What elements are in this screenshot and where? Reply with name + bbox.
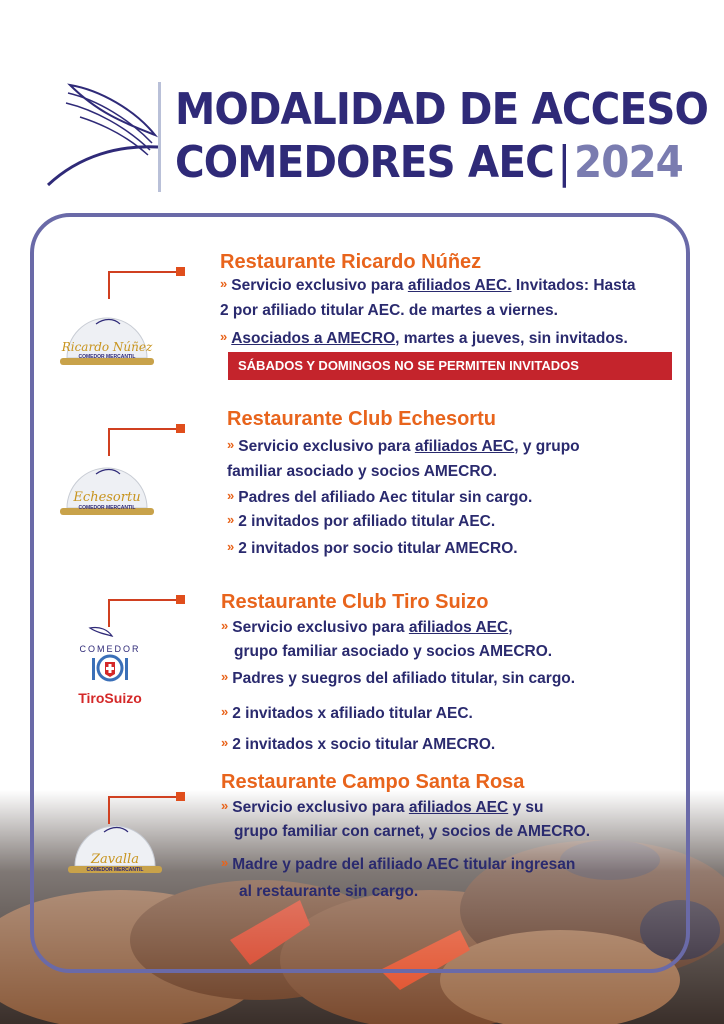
weekend-banner: SÁBADOS Y DOMINGOS NO SE PERMITEN INVITADOS bbox=[228, 352, 672, 380]
page-title-line1: MODALIDAD DE ACCESO bbox=[175, 84, 708, 135]
restaurant-name: Restaurante Ricardo Núñez bbox=[220, 251, 482, 273]
restaurant-name: Restaurante Club Echesortu bbox=[227, 408, 496, 430]
connector-line bbox=[108, 428, 178, 456]
rule-line: » 2 invitados por afiliado titular AEC. bbox=[227, 512, 496, 530]
dome-logo-label: Zavalla bbox=[91, 852, 139, 867]
chevron-icon: » bbox=[221, 855, 229, 870]
rule-line: » Servicio exclusivo para afiliados AEC, y grupo bbox=[227, 437, 580, 455]
chevron-icon: » bbox=[221, 798, 229, 813]
rule-line: grupo familiar con carnet, y socios de AMECRO. bbox=[234, 823, 591, 840]
chevron-icon: » bbox=[221, 618, 229, 633]
chevron-icon: » bbox=[221, 704, 229, 719]
dome-logo-zavalla bbox=[64, 814, 166, 884]
rule-line: » Asociados a AMECRO, martes a jueves, sin invitados. bbox=[220, 329, 628, 347]
tiro-logo-top: COMEDOR bbox=[79, 644, 141, 654]
rule-line: » Madre y padre del afiliado AEC titular ingresan bbox=[221, 855, 576, 873]
dome-logo-label: Echesortu bbox=[73, 490, 141, 505]
rule-line: » 2 invitados x socio titular AMECRO. bbox=[221, 735, 496, 753]
chevron-icon: » bbox=[227, 437, 235, 452]
rule-line: » 2 invitados x afiliado titular AEC. bbox=[221, 704, 473, 722]
rule-line: » Servicio exclusivo para afiliados AEC, bbox=[221, 618, 513, 636]
restaurant-name: Restaurante Club Tiro Suizo bbox=[221, 591, 489, 613]
dome-logo-sub: COMEDOR MERCANTIL bbox=[86, 867, 144, 873]
chevron-icon: » bbox=[227, 539, 235, 554]
rule-line: familiar asociado y socios AMECRO. bbox=[227, 463, 497, 480]
header-divider bbox=[158, 82, 161, 192]
connector-square bbox=[176, 424, 185, 433]
restaurant-name: Restaurante Campo Santa Rosa bbox=[221, 771, 525, 793]
title-year: 2024 bbox=[573, 137, 683, 188]
chevron-icon: » bbox=[220, 276, 228, 291]
connector-square bbox=[176, 792, 185, 801]
dome-logo-sub: COMEDOR MERCANTIL bbox=[78, 354, 136, 360]
page-title-line2 bbox=[175, 137, 683, 188]
rule-line: » Servicio exclusivo para afiliados AEC. Invitados: Hasta bbox=[220, 276, 636, 294]
connector-square bbox=[176, 595, 185, 604]
connector-square bbox=[176, 267, 185, 276]
tiro-logo-bottom: TiroSuizo bbox=[78, 690, 142, 706]
rule-line: al restaurante sin cargo. bbox=[239, 883, 419, 900]
chevron-icon: » bbox=[227, 488, 235, 503]
dome-logo-label: Ricardo Núñez bbox=[61, 340, 153, 354]
rule-line: grupo familiar asociado y socios AMECRO. bbox=[234, 643, 553, 660]
chevron-icon: » bbox=[221, 669, 229, 684]
dome-logo-sub: COMEDOR MERCANTIL bbox=[78, 505, 136, 511]
chevron-icon: » bbox=[227, 512, 235, 527]
title-separator: | bbox=[557, 137, 571, 188]
rule-line: » Padres y suegros del afiliado titular, sin cargo. bbox=[221, 669, 576, 687]
chevron-icon: » bbox=[221, 735, 229, 750]
rule-line: » 2 invitados por socio titular AMECRO. bbox=[227, 539, 518, 557]
title-comedores: COMEDORES AEC bbox=[175, 137, 554, 188]
aec-wing-logo bbox=[40, 75, 165, 190]
connector-line bbox=[108, 271, 178, 299]
rule-line: 2 por afiliado titular AEC. de martes a viernes. bbox=[220, 302, 558, 319]
chevron-icon: » bbox=[220, 329, 228, 344]
rule-line: » Servicio exclusivo para afiliados AEC y su bbox=[221, 798, 544, 816]
rule-line: » Padres del afiliado Aec titular sin cargo. bbox=[227, 488, 533, 506]
